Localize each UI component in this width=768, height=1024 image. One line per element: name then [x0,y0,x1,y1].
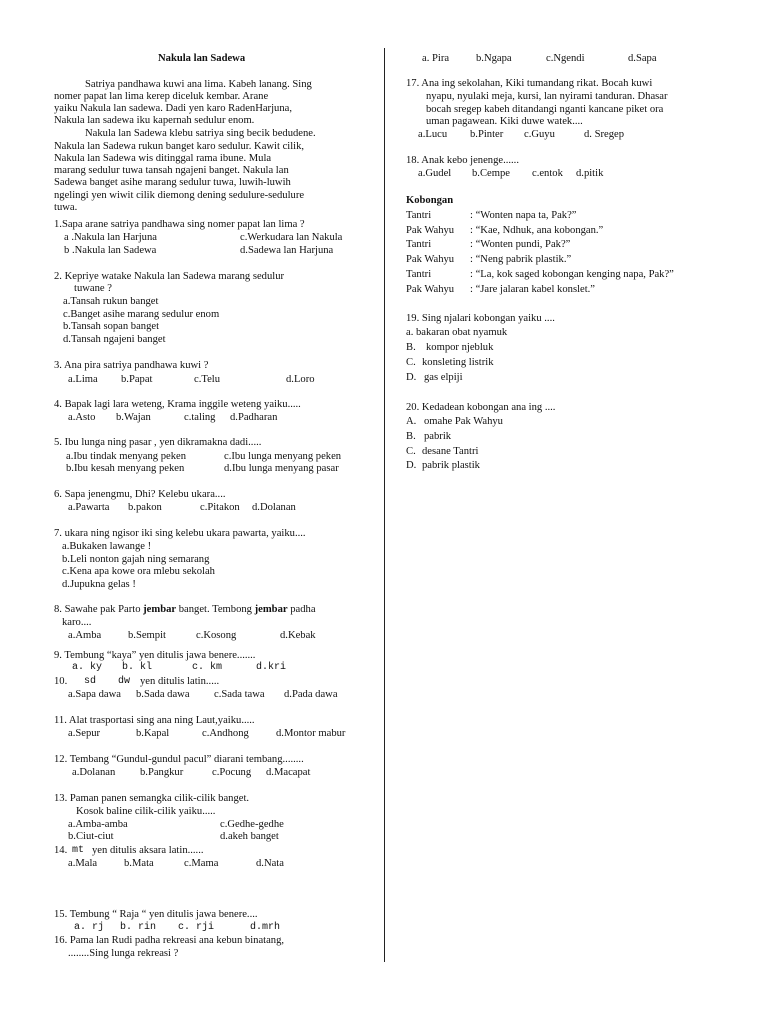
option-d: gas elpiji [424,372,463,383]
column-divider [384,48,385,962]
question-text: nyapu, nyulaki meja, kursi, lan nyirami tanduran. Dhasar [426,91,668,102]
option-b: b.Ciut-ciut [68,831,114,842]
option-c: c.Ngendi [546,53,585,64]
option-a: a. Pira [422,53,450,64]
option-d: d.Padharan [230,412,278,423]
question-number: 14. [54,845,68,856]
question-text: 12. Tembang “Gundul-gundul pacul” diarani tembang........ [54,754,304,765]
question-text: bocah sregep kabeh ditandangi nganti kancane piket ora [426,104,664,115]
question-text: 4. Bapak lagi lara weteng, Krama inggile weteng yaiku..... [54,399,301,410]
question-text-part: padha [287,604,316,615]
option-a: a.Ibu tindak menyang peken [66,451,187,462]
option-d: d. Sregep [584,129,625,140]
option-a: a.Asto [68,412,96,423]
option-d: d.Ibu lunga menyang pasar [224,463,339,474]
passage-line: Nakula lan Sadewa wis ditinggal rama ibune. Mula [54,153,272,164]
option-b: b.Cempe [472,168,510,179]
option-b: b.Pinter [470,129,504,140]
dialog-speaker: Pak Wahyu [406,284,455,295]
dialog-text: : “Neng pabrik plastik.” [470,254,572,265]
question-text: 7. ukara ning ngisor iki sing kelebu ukara pawarta, yaiku.... [54,528,306,539]
passage-line: Sadewa banget asihe marang sedulur tuwa, luwih-luwih [54,177,291,188]
question-text: 9. Tembung “kaya” yen ditulis jawa benere....... [54,650,256,661]
option-c: c.Pitakon [200,502,240,513]
emphasis-word: jembar [254,604,288,615]
option-a: a .Nakula lan Harjuna [64,232,157,243]
question-text: 16. Pama lan Rudi padha rekreasi ana kebun binatang, [54,935,285,946]
option-d: pabrik plastik [422,460,480,471]
dialog-text: : “Wonten pundi, Pak?” [470,239,571,250]
dialog-text: : “La, kok saged kobongan kenging napa, Pak?” [470,269,674,280]
option-d: d.Sadewa lan Harjuna [240,245,334,256]
option-b: b.Ibu kesah menyang peken [66,463,185,474]
question-text: 18. Anak kebo jenenge...... [406,155,519,166]
option-d: d.Macapat [266,767,311,778]
option-c: c.taling [184,412,216,423]
option-b: b.Papat [121,374,153,385]
question-text: tuwane ? [74,283,112,294]
question-text: 19. Sing njalari kobongan yaiku .... [406,313,555,324]
option-a: a.Dolanan [72,767,116,778]
page-title: Nakula lan Sadewa [158,53,246,64]
option-d: d.Montor mabur [276,728,346,739]
question-text [54,604,316,616]
option-letter: A. [406,416,417,427]
option-letter: C. [406,446,416,457]
option-b: b.Wajan [116,412,151,423]
option-c: c. rji [178,922,215,933]
option-b: b.Mata [124,858,154,869]
option-letter: D. [406,372,417,383]
option-letter: B. [406,342,416,353]
dialog-speaker: Tantri [406,269,432,280]
option-d: d.Tansah ngajeni banget [63,334,166,345]
option-letter: C. [406,357,416,368]
option-d: d.pitik [576,168,604,179]
dialog-speaker: Tantri [406,239,432,250]
option-d: d.akeh banget [220,831,279,842]
javanese-word: dw [118,676,131,687]
option-c: c.Guyu [524,129,555,140]
option-d: d.Nata [256,858,284,869]
emphasis-word: jembar [143,604,177,615]
option-b: b. rin [120,922,157,933]
dialog-text: : “Kae, Ndhuk, ana kobongan.” [470,225,604,236]
dialog-text: : “Jare jalaran kabel konslet.” [470,284,596,295]
option-c: c.Sada tawa [214,689,265,700]
option-a: a. bakaran obat nyamuk [406,327,508,338]
passage-line: Nakula lan Sadewa rukun banget karo sedulur. Kawit cilik, [54,141,305,152]
question-text: uman pagawean. Kiki duwe watek.... [426,116,583,127]
option-b: b.Ngapa [476,53,512,64]
option-c: konsleting listrik [422,357,494,368]
question-number: 10. [54,676,68,687]
option-b: b.Sada dawa [136,689,190,700]
option-b: pabrik [424,431,452,442]
question-text: Kosok baline cilik-cilik yaiku..... [76,806,216,817]
option-c: c.Gedhe-gedhe [220,819,284,830]
option-c: c.Kosong [196,630,237,641]
option-c: c.entok [532,168,563,179]
question-text: 20. Kedadean kobongan ana ing .... [406,402,556,413]
option-c: c.Banget asihe marang sedulur enom [63,309,220,320]
dialog-speaker: Pak Wahyu [406,225,455,236]
question-text: 1.Sapa arane satriya pandhawa sing nomer papat lan lima ? [54,219,305,230]
passage-line: Nakula lan Sadewa klebu satriya sing becik bedudene. [85,128,316,139]
question-text: 5. Ibu lunga ning pasar , yen dikramakna dadi..... [54,437,262,448]
option-d: d.Sapa [628,53,657,64]
question-text: ........Sing lunga rekreasi ? [68,948,179,959]
option-c: c.Werkudara lan Nakula [240,232,343,243]
option-a: a.Lucu [418,129,448,140]
option-c: c.Telu [194,374,221,385]
option-c: c.Kena apa kowe ora mlebu sekolah [62,566,215,577]
option-d: d.kri [256,662,287,673]
question-text: yen ditulis aksara latin...... [92,845,204,856]
option-a: a. rj [74,922,105,933]
question-text: 3. Ana pira satriya pandhawa kuwi ? [54,360,209,371]
option-d: d.Jupukna gelas ! [62,579,136,590]
option-c: c.Pocung [212,767,252,778]
option-a: a.Bukaken lawange ! [62,541,152,552]
option-a: a.Gudel [418,168,452,179]
option-b: b.Pangkur [140,767,184,778]
option-a: a.Amba [68,630,102,641]
passage-line: Satriya pandhawa kuwi ana lima. Kabeh lanang. Sing [85,79,312,90]
option-a: omahe Pak Wahyu [424,416,503,427]
option-a: a. ky [72,662,103,673]
option-a: a.Lima [68,374,98,385]
question-text: 6. Sapa jenengmu, Dhi? Kelebu ukara.... [54,489,226,500]
option-c: c.Ibu lunga menyang peken [224,451,342,462]
option-d: d.Loro [286,374,315,385]
section-heading: Kobongan [406,195,454,206]
question-text: 15. Tembung “ Raja “ yen ditulis jawa benere.... [54,909,258,920]
javanese-word: sd [84,676,97,687]
dialog-text: : “Wonten napa ta, Pak?” [470,210,577,221]
option-b: b.Leli nonton gajah ning semarang [62,554,210,565]
dialog-speaker: Pak Wahyu [406,254,455,265]
option-a: a.Mala [68,858,98,869]
option-a: a.Sepur [68,728,101,739]
option-d: d.Dolanan [252,502,296,513]
passage-line: marang sedulur tuwa tansah ngajeni banget. Nakula lan [54,165,289,176]
option-c: c. km [192,662,223,673]
option-b: b.Kapal [136,728,170,739]
passage-line: tuwa. [54,202,78,213]
option-d: d.mrh [250,922,281,933]
passage-line: yaiku Nakula lan sadewa. Dadi yen karo RadenHarjuna, [54,103,292,114]
question-text: 17. Ana ing sekolahan, Kiki tumandang rikat. Bocah kuwi [406,78,653,89]
option-c: c.Andhong [202,728,249,739]
option-b: b. kl [122,662,153,673]
option-a: a.Tansah rukun banget [63,296,159,307]
option-a: a.Sapa dawa [68,689,121,700]
option-c: c.Mama [184,858,219,869]
option-b: b.pakon [128,502,162,513]
question-text-part: 8. Sawahe pak Parto [54,604,144,615]
option-b: b .Nakula lan Sadewa [64,245,157,256]
question-text: 13. Paman panen semangka cilik-cilik banget. [54,793,250,804]
option-d: d.Kebak [280,630,316,641]
option-letter: D. [406,460,417,471]
option-c: desane Tantri [422,446,479,457]
passage-line: nomer papat lan lima kerep diceluk kembar. Arane [54,91,269,102]
question-text: 2. Kepriye watake Nakula lan Sadewa marang sedulur [54,271,285,282]
question-text: yen ditulis latin..... [140,676,220,687]
option-b: kompor njebluk [426,342,494,353]
option-a: a.Amba-amba [68,819,128,830]
option-b: b.Sempit [128,630,166,641]
option-b: b.Tansah sopan banget [63,321,160,332]
option-d: d.Pada dawa [284,689,338,700]
option-a: a.Pawarta [68,502,110,513]
question-text: 11. Alat trasportasi sing ana ning Laut,yaiku..... [54,715,255,726]
option-letter: B. [406,431,416,442]
dialog-speaker: Tantri [406,210,432,221]
passage-line: ngelingi yen wiwit cilik diemong dening sedulure-sedulure [54,190,305,201]
javanese-word: mt [72,845,85,856]
passage-line: Nakula lan sadewa iku kapernah sedulur enom. [54,115,255,126]
question-text-part: banget. Tembong [176,604,255,615]
question-text: karo.... [62,617,92,628]
